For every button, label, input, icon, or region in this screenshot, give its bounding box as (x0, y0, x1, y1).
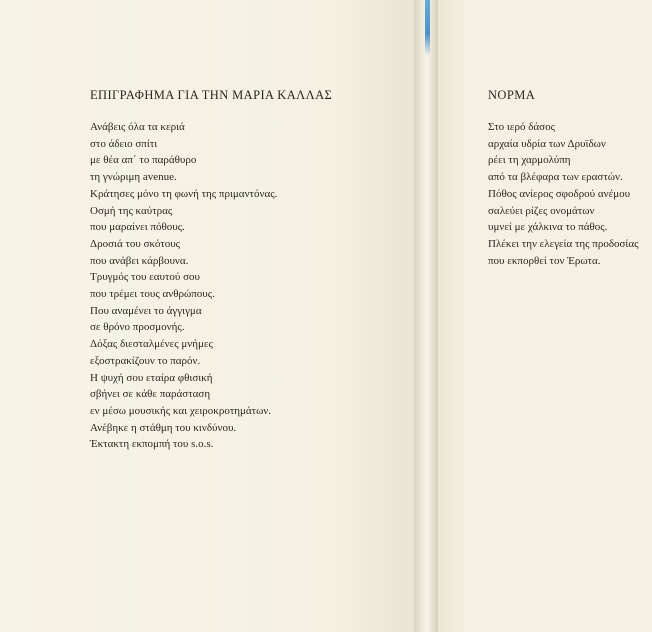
poem-line: αρχαία υδρία των Δρυϊδων (488, 137, 606, 150)
poem-line: ρέει τη χαρμολύπη (488, 154, 571, 167)
poem-line: που εκπορθεί τον Έρωτα. (488, 254, 601, 267)
poem-line: σαλεύει ρίζες ονομάτων (488, 204, 595, 217)
poem-line: που ανάβει κάρβουνα. (90, 254, 189, 267)
poem-line: σβήνει σε κάθε παράσταση (90, 388, 211, 401)
poem-line: Στο ιερό δάσος (488, 121, 555, 133)
poem-title-right: ΝΟΡΜΑ (488, 88, 536, 102)
poem-line: τη γνώριμη avenue. (90, 171, 177, 184)
poem-body-left (90, 119, 277, 453)
poem-line: Οσμή της καύτρας (90, 204, 173, 217)
poem-line: εξοστρακίζουν το παρόν. (90, 354, 201, 367)
poem-line: Που αναμένει το άγγιγμα (90, 304, 202, 317)
gutter-blue-mark (425, 0, 430, 56)
poem-line: Τρυγμός του εαυτού σου (90, 271, 200, 284)
poem-line: Ανέβηκε η στάθμη του κινδύνου. (90, 421, 237, 434)
poem-line: σε θρόνο προσμονής. (90, 321, 185, 334)
poem-line: από τα βλέφαρα των εραστών. (488, 171, 623, 184)
right-page (438, 0, 652, 632)
poem-line: στο άδειο σπίτι (90, 137, 158, 150)
poem-line: Πόθος ανίερος σφοδρού ανέμου (488, 187, 631, 200)
poem-line: που τρέμει τους ανθρώπους. (90, 288, 215, 301)
poem-line: υμνεί με χάλκινα το πάθος. (488, 221, 608, 234)
poem-line: Δόξας διεσταλμένες μνήμες (90, 338, 213, 351)
poem-line: Πλέκει την ελεγεία της προδοσίας (488, 237, 639, 250)
poem-line: με θέα απ΄ το παράθυρο (90, 154, 197, 167)
poem-line: Η ψυχή σου εταίρα φθισική (90, 371, 213, 384)
poem-title-left: ΕΠΙΓΡΑΦΗΜΑ ΓΙΑ ΤΗΝ ΜΑΡΙΑ ΚΑΛΛΑΣ (90, 88, 333, 102)
poem-line: Έκτακτη εκπομπή του s.o.s. (90, 438, 214, 451)
poem-line: Κράτησες μόνο τη φωνή της πριμαντόνας. (90, 187, 278, 200)
poem-line: Ανάβεις όλα τα κεριά (90, 121, 185, 133)
poem-line: που μαραίνει πόθους. (90, 221, 185, 234)
book-gutter (414, 0, 438, 632)
poem-line: Δροσιά του σκότους (90, 237, 181, 250)
poem-body-right (488, 119, 639, 269)
poem-line: εν μέσω μουσικής και χειροκροτημάτων. (90, 404, 272, 417)
